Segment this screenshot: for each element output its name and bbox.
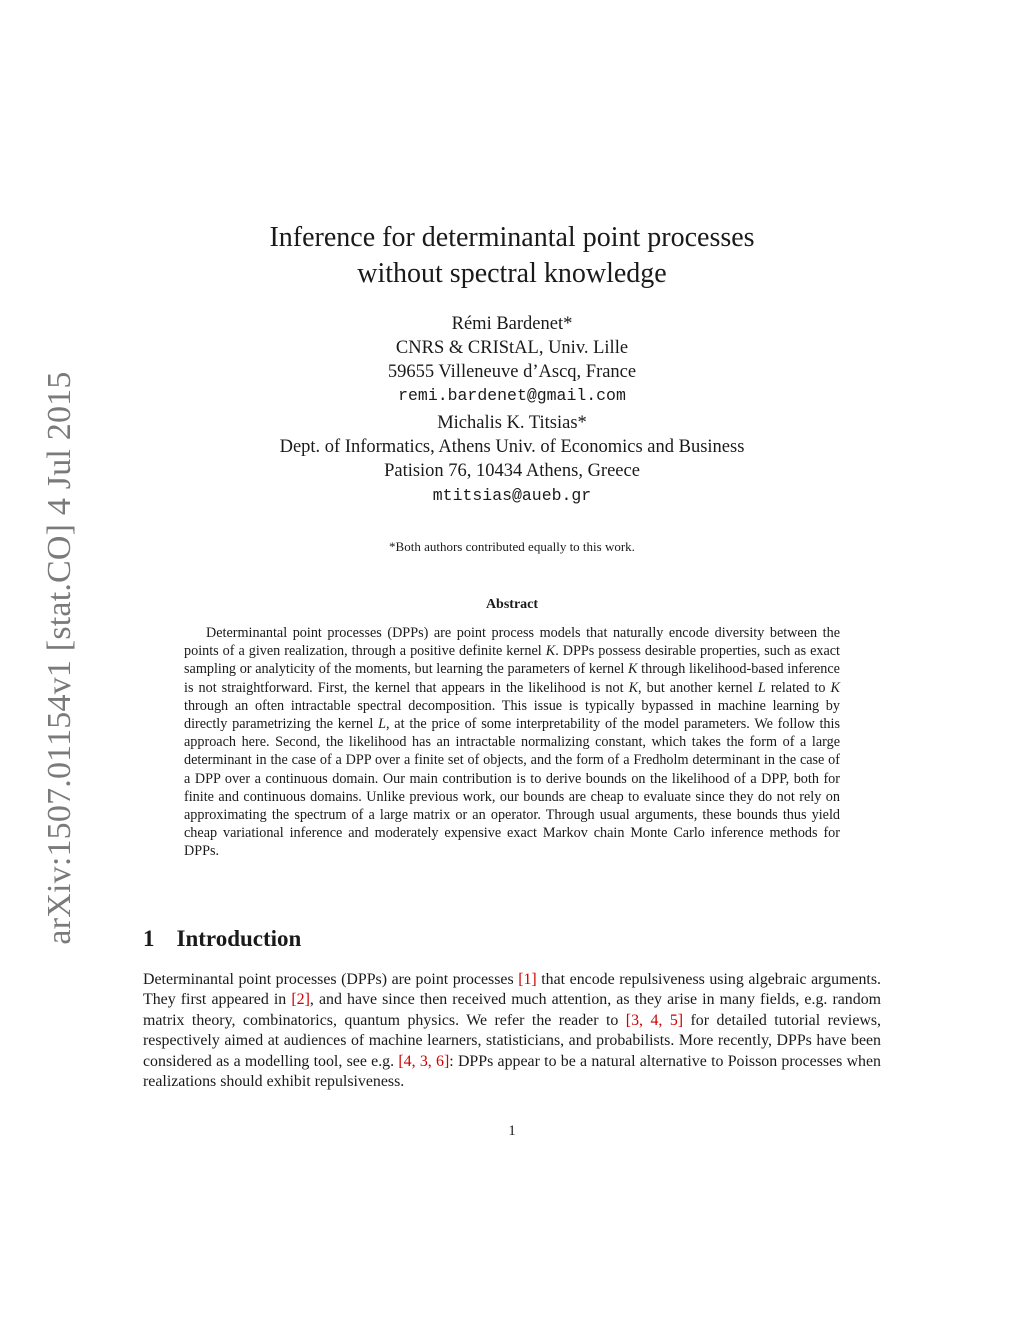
kernel-k-symbol: K <box>545 643 556 660</box>
citation-link[interactable]: [1] <box>518 971 537 988</box>
kernel-k-symbol: K <box>628 661 638 678</box>
author-1-name: Rémi Bardenet* <box>451 314 573 334</box>
kernel-k-symbol: K <box>830 679 841 696</box>
author-1-affiliation: CNRS & CRIStAL, Univ. Lille <box>395 337 629 358</box>
author-block <box>0 313 1024 507</box>
section-heading <box>143 926 301 952</box>
author-2-name: Michalis K. Titsias* <box>437 413 587 434</box>
arxiv-identifier: arXiv:1507.01154v1 [stat.CO] 4 Jul 2015 <box>41 371 78 945</box>
author-1-email[interactable]: remi.bardenet@gmail.com <box>398 386 626 406</box>
introduction-paragraph: Determinantal point processes (DPPs) are point processes [1] that encode repulsiveness using algebraic arguments. They first appeared in [2], and have since then received much attention, as they arise in many fields, e.g. random matrix theory, combinatorics, quantum physics. We refer the reader to [3, 4, 5] for detailed tutorial reviews, respectively aimed at audiences of machine learners, statisticians, and probabilists. More recently, DPPs have been considered as a modelling tool, see e.g. [4, 3, 6]: DPPs appear to be a natural alternative to Poisson processes when realizations should exhibit repulsiveness. <box>143 971 882 1091</box>
citation-link[interactable]: [2] <box>291 991 310 1009</box>
author-2-email[interactable]: mtitsias@aueb.gr <box>432 485 592 505</box>
kernel-k-symbol: K <box>628 679 639 696</box>
title-line-2: without spectral knowledge <box>357 258 667 289</box>
author-2-affiliation: Dept. of Informatics, Athens Univ. of Economics and Business <box>279 436 745 457</box>
kernel-l-symbol: L <box>757 679 766 696</box>
author-1-address: 59655 Villeneuve d’Ascq, France <box>387 361 637 382</box>
paper-title <box>0 220 1024 292</box>
page-number: 1 <box>508 1123 516 1139</box>
section-number: 1 <box>143 926 155 951</box>
abstract-text: Determinantal point processes (DPPs) are point process models that naturally encode diversity between the points of a given realization, through a positive definite kernel K. DPPs possess desirable properties, such as exact sampling or analyticity of the moments, but learning the parameters of kernel K through likelihood-based inference is not straightforward. First, the kernel that appears in the likelihood is not K, but another kernel L related to K through an often intractable spectral decomposition. This issue is typically bypassed in machine learning by directly parametrizing the kernel L, at the price of some interpretability of the model parameters. We follow this approach here. Second, the likelihood has an intractable normalizing constant, which takes the form of a large determinant in the case of a DPP over a finite set of objects, and the form of a Fredholm determinant in the case of a DPP over a continuous domain. Our main contribution is to derive bounds on the likelihood of a DPP, both for finite and continuous domains. Unlike previous work, our bounds are cheap to evaluate since they do not rely on approximating the spectrum of a large matrix or an operator. Through usual arguments, these bounds thus yield cheap variational inference and moderately expensive exact Markov chain Monte Carlo inference methods for DPPs. <box>184 625 841 860</box>
section-title: Introduction <box>176 926 302 951</box>
author-2-address: Patision 76, 10434 Athens, Greece <box>384 460 640 481</box>
abstract-heading: Abstract <box>485 597 539 612</box>
title-line-1: Inference for determinantal point processes <box>269 222 755 253</box>
citation-link[interactable]: [4, 3, 6] <box>398 1052 450 1070</box>
citation-link[interactable]: [3, 4, 5] <box>625 1011 684 1029</box>
contribution-footnote: *Both authors contributed equally to this work. <box>389 539 635 554</box>
kernel-l-symbol: L <box>378 716 386 733</box>
